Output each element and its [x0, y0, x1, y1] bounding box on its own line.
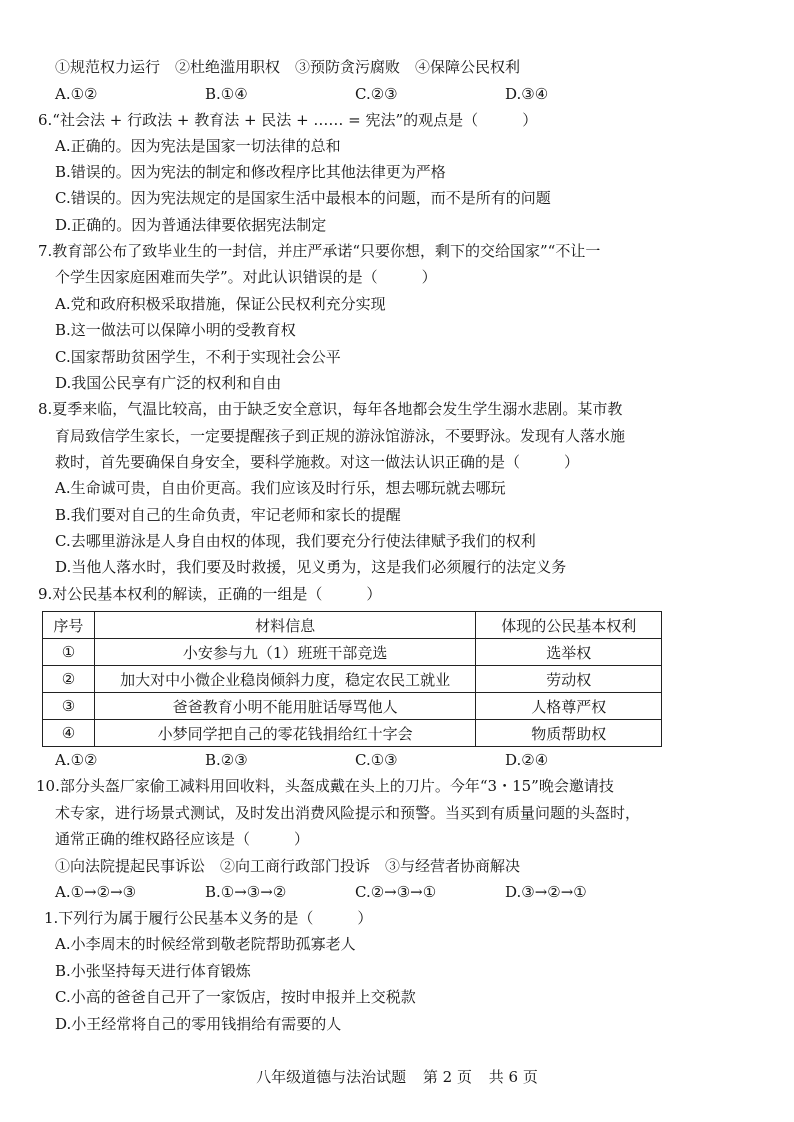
q11-option-b: B.小张坚持每天进行体育锻炼	[55, 962, 251, 980]
q9-material-table	[42, 611, 662, 747]
table-header-right: 体现的公民基本权利	[476, 612, 662, 639]
q7-stem-line2: 个学生因家庭困难而失学”。对此认识错误的是（ ）	[55, 268, 437, 286]
q6-option-d: D.正确的。因为普通法律要依据宪法制定	[55, 216, 327, 234]
q10-stem-line2: 术专家，进行场景式测试，及时发出消费风险提示和预警。当买到有质量问题的头盔时，	[55, 804, 641, 822]
q6-stem: 6.“社会法 + 行政法 + 教育法 + 民法 + …… = 宪法”的观点是（ ）	[38, 111, 538, 129]
table-cell-index: ②	[43, 666, 95, 693]
table-row	[43, 639, 662, 666]
q10-option-c: C.②→③→①	[355, 883, 437, 901]
q9-stem: 9.对公民基本权利的解读，正确的一组是（ ）	[38, 585, 382, 603]
q8-option-b: B.我们要对自己的生命负责，牢记老师和家长的提醒	[55, 506, 401, 524]
table-row	[43, 693, 662, 720]
table-cell-material: 爸爸教育小明不能用脏话辱骂他人	[94, 693, 476, 720]
table-cell-index: ④	[43, 720, 95, 747]
q5-option-b: B.①④	[205, 85, 248, 103]
table-cell-right: 物质帮助权	[476, 720, 662, 747]
table-cell-index: ③	[43, 693, 95, 720]
footer-subject: 八年级道德与法治试题	[256, 1068, 407, 1086]
table-row	[43, 720, 662, 747]
q9-option-d: D.②④	[505, 751, 549, 769]
table-header-material: 材料信息	[94, 612, 476, 639]
q6-option-a: A.正确的。因为宪法是国家一切法律的总和	[55, 137, 341, 155]
q7-option-c: C.国家帮助贫困学生，不利于实现社会公平	[55, 348, 341, 366]
q7-option-b: B.这一做法可以保障小明的受教育权	[55, 321, 296, 339]
table-cell-index: ①	[43, 639, 95, 666]
q8-option-d: D.当他人落水时，我们要及时救援，见义勇为，这是我们必须履行的法定义务	[55, 558, 567, 576]
q7-stem-line1: 7.教育部公布了致毕业生的一封信，并庄严承诺“只要你想，剩下的交给国家”“不让一	[38, 242, 601, 260]
table-cell-material: 小梦同学把自己的零花钱捐给红十字会	[94, 720, 476, 747]
q7-option-d: D.我国公民享有广泛的权利和自由	[55, 374, 282, 392]
footer-total-pages: 共 6 页	[488, 1068, 538, 1086]
q8-option-c: C.去哪里游泳是人身自由权的体现，我们要充分行使法律赋予我们的权利	[55, 532, 536, 550]
table-cell-right: 选举权	[476, 639, 662, 666]
q7-option-a: A.党和政府积极采取措施，保证公民权利充分实现	[55, 295, 386, 313]
q9-option-b: B.②③	[205, 751, 248, 769]
q6-option-b: B.错误的。因为宪法的制定和修改程序比其他法律更为严格	[55, 163, 446, 181]
q8-stem-line2: 育局致信学生家长，一定要提醒孩子到正规的游泳馆游泳，不要野泳。发现有人落水施	[55, 427, 626, 445]
q11-stem: 1.下列行为属于履行公民基本义务的是（ ）	[44, 909, 373, 927]
q10-stem-line1: 10.部分头盔厂家偷工减料用回收料，头盔成戴在头上的刀片。今年“3・15”晚会邀请技	[36, 777, 614, 795]
q10-option-d: D.③→②→①	[505, 883, 587, 901]
q10-stem-line3: 通常正确的维权路径应该是（ ）	[55, 830, 310, 848]
q10-option-b: B.①→③→②	[205, 883, 287, 901]
q8-stem-line3: 救时，首先要确保自身安全，要科学施救。对这一做法认识正确的是（ ）	[55, 453, 580, 471]
q11-option-a: A.小李周末的时候经常到敬老院帮助孤寡老人	[55, 935, 356, 953]
q9-option-c: C.①③	[355, 751, 398, 769]
table-row	[43, 666, 662, 693]
q5-items: ①规范权力运行 ②杜绝滥用职权 ③预防贪污腐败 ④保障公民权利	[55, 58, 521, 76]
q8-stem-line1: 8.夏季来临，气温比较高，由于缺乏安全意识，每年各地都会发生学生溺水悲剧。某市教	[38, 400, 623, 418]
page-footer	[0, 1066, 794, 1087]
q10-items: ①向法院提起民事诉讼 ②向工商行政部门投诉 ③与经营者协商解决	[55, 857, 521, 875]
q10-option-a: A.①→②→③	[55, 883, 137, 901]
table-header-row	[43, 612, 662, 639]
q5-option-a: A.①②	[55, 85, 98, 103]
q6-option-c: C.错误的。因为宪法规定的是国家生活中最根本的问题，而不是所有的问题	[55, 189, 551, 207]
table-cell-material: 小安参与九（1）班班干部竞选	[94, 639, 476, 666]
q5-option-d: D.③④	[505, 85, 549, 103]
table-cell-right: 劳动权	[476, 666, 662, 693]
q9-option-a: A.①②	[55, 751, 98, 769]
q8-option-a: A.生命诚可贵，自由价更高。我们应该及时行乐，想去哪玩就去哪玩	[55, 479, 506, 497]
table-cell-material: 加大对中小微企业稳岗倾斜力度，稳定农民工就业	[94, 666, 476, 693]
table-header-index: 序号	[43, 612, 95, 639]
footer-page-number: 第 2 页	[422, 1068, 472, 1086]
table-cell-right: 人格尊严权	[476, 693, 662, 720]
q5-option-c: C.②③	[355, 85, 398, 103]
q11-option-c: C.小高的爸爸自己开了一家饭店，按时申报并上交税款	[55, 988, 416, 1006]
q11-option-d: D.小王经常将自己的零用钱捐给有需要的人	[55, 1015, 342, 1033]
